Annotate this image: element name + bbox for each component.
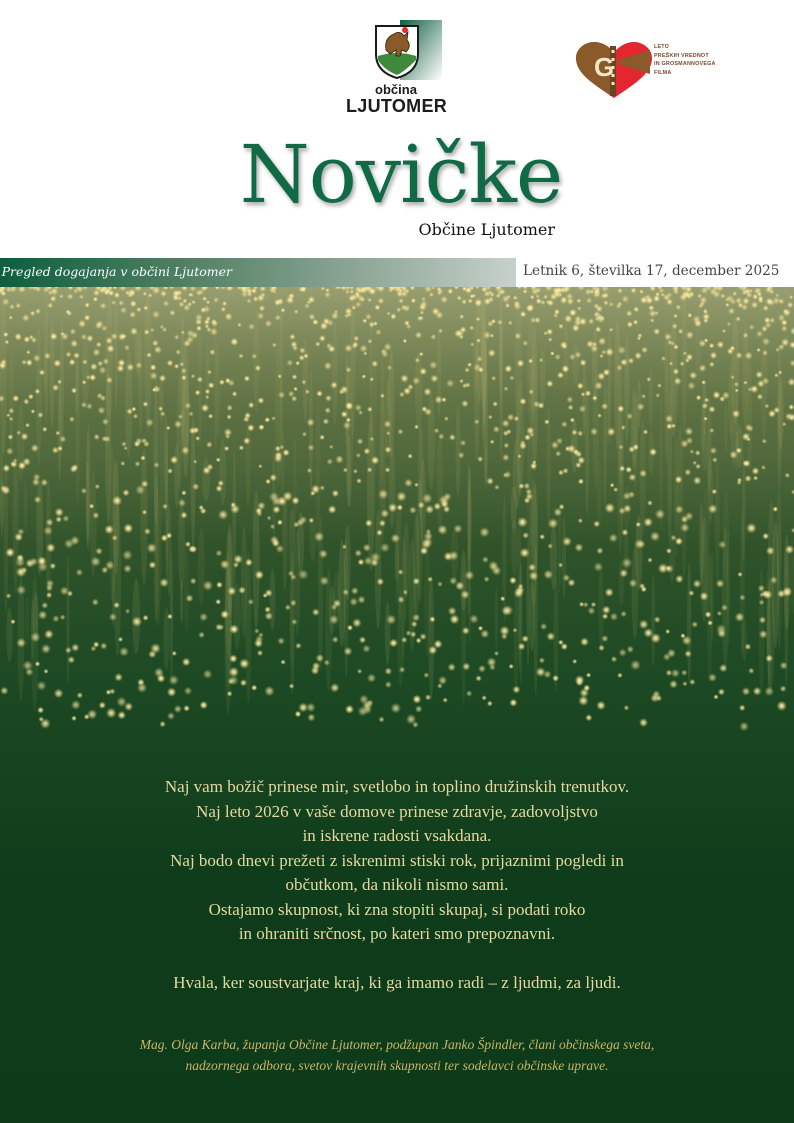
issue-info: Letnik 6, številka 17, december 2025 xyxy=(523,263,780,279)
film-year-logo xyxy=(574,40,724,102)
film-year-text xyxy=(654,43,724,77)
masthead-title: Novičke xyxy=(239,128,563,221)
signature-line: nadzornega odbora, svetov krajevnih skupnosti ter sodelavci občinske uprave. xyxy=(185,1058,609,1073)
greeting-line: in iskrene radosti vsakdana. xyxy=(302,826,492,845)
municipality-label: občina xyxy=(375,82,417,97)
municipality-name: LJUTOMER xyxy=(346,96,448,116)
heart-film-icon xyxy=(574,40,654,102)
greeting-line: občutkom, da nikoli nismo sami. xyxy=(285,875,509,894)
masthead-subtitle: Občine Ljutomer xyxy=(418,220,555,239)
greeting-spacer xyxy=(100,947,694,971)
greeting-line: Ostajamo skupnost, ki zna stopiti skupaj, si podati roko xyxy=(208,899,586,919)
issue-band xyxy=(0,258,794,287)
film-text-line: PREŠKIH VREDNOT xyxy=(654,52,709,59)
fairy-lights-image xyxy=(0,287,794,1123)
municipality-logo xyxy=(346,18,446,118)
svg-text:G: G xyxy=(594,52,615,82)
greeting-line: Naj leto 2026 v vaše domove prinese zdravje, zadovoljstvo xyxy=(196,801,598,821)
tagline: Pregled dogajanja v občini Ljutomer xyxy=(1,264,232,279)
greeting-message xyxy=(100,775,694,995)
film-text-line: LETO xyxy=(654,44,670,50)
greeting-closing: Hvala, ker soustvarjate kraj, ki ga imamo radi – z ljudmi, za ljudi. xyxy=(173,972,621,992)
film-text-line: FILMA xyxy=(654,69,672,76)
signature-block xyxy=(100,1034,694,1076)
signature-line: Mag. Olga Karba, županja Občine Ljutomer, podžupan Janko Špindler, člani občinskega sveta, xyxy=(139,1037,655,1052)
greeting-line: Naj bodo dnevi prežeti z iskrenimi stiski rok, prijaznimi pogledi in xyxy=(170,850,624,870)
greeting-line: Naj vam božič prinese mir, svetlobo in toplino družinskih trenutkov. xyxy=(164,777,630,796)
holiday-lights-panel xyxy=(0,287,794,1123)
coat-of-arms-icon xyxy=(374,20,442,80)
film-text-line: IN GROSMANNOVEGA xyxy=(654,61,716,68)
tagline-strip xyxy=(0,258,516,287)
greeting-line: in ohraniti srčnost, po kateri smo prepoznavni. xyxy=(238,924,556,943)
